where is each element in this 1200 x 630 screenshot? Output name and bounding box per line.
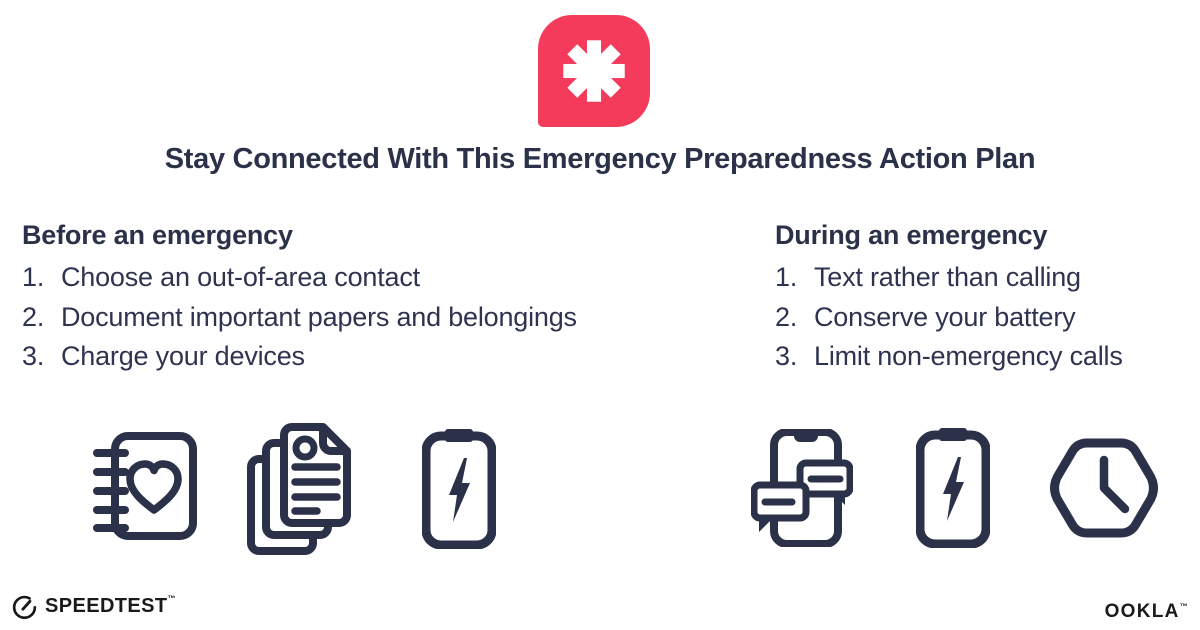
clock-hexagon-icon xyxy=(1046,436,1162,540)
ookla-logo xyxy=(1105,600,1189,624)
page-title: Stay Connected With This Emergency Preparedness Action Plan xyxy=(164,143,1036,175)
emergency-asterisk-badge xyxy=(538,15,650,127)
list-item xyxy=(775,258,1195,298)
list-item xyxy=(22,258,722,298)
list-item-number: 2. xyxy=(22,301,45,332)
asterisk-icon xyxy=(562,39,626,103)
ookla-wordmark: OOKLA xyxy=(1104,601,1180,622)
during-list xyxy=(775,258,1195,377)
list-item-text: Conserve your battery xyxy=(814,301,1076,332)
battery-charge-icon xyxy=(422,429,496,549)
list-item-text: Document important papers and belongings xyxy=(61,301,577,332)
list-item-number: 1. xyxy=(22,262,45,292)
section-before-emergency xyxy=(22,218,722,377)
speedtest-logo xyxy=(11,592,176,620)
list-item-text: Limit non-emergency calls xyxy=(814,341,1123,371)
notebook-heart-icon xyxy=(91,431,197,541)
list-item xyxy=(775,298,1195,338)
battery-charge-icon xyxy=(916,428,990,548)
list-item xyxy=(775,337,1195,377)
list-item-text: Charge your devices xyxy=(61,341,305,371)
documents-stack-icon xyxy=(246,422,352,556)
list-item-text: Choose an out-of-area contact xyxy=(61,262,420,292)
during-heading: During an emergency xyxy=(775,220,1048,250)
section-during-emergency xyxy=(775,218,1195,377)
trademark-mark: ™ xyxy=(167,594,176,603)
speedtest-wordmark: SPEEDTEST™ xyxy=(45,594,176,617)
list-item-number: 3. xyxy=(775,341,798,371)
list-item xyxy=(22,337,722,377)
phone-messages-icon xyxy=(751,429,853,547)
list-item-number: 1. xyxy=(775,262,798,292)
list-item xyxy=(22,298,722,338)
speedtest-gauge-icon xyxy=(11,593,38,620)
trademark-mark: ™ xyxy=(1179,602,1189,611)
before-heading: Before an emergency xyxy=(22,220,293,250)
list-item-number: 2. xyxy=(775,301,798,332)
list-item-number: 3. xyxy=(22,341,45,371)
before-list xyxy=(22,258,722,377)
list-item-text: Text rather than calling xyxy=(814,262,1081,292)
